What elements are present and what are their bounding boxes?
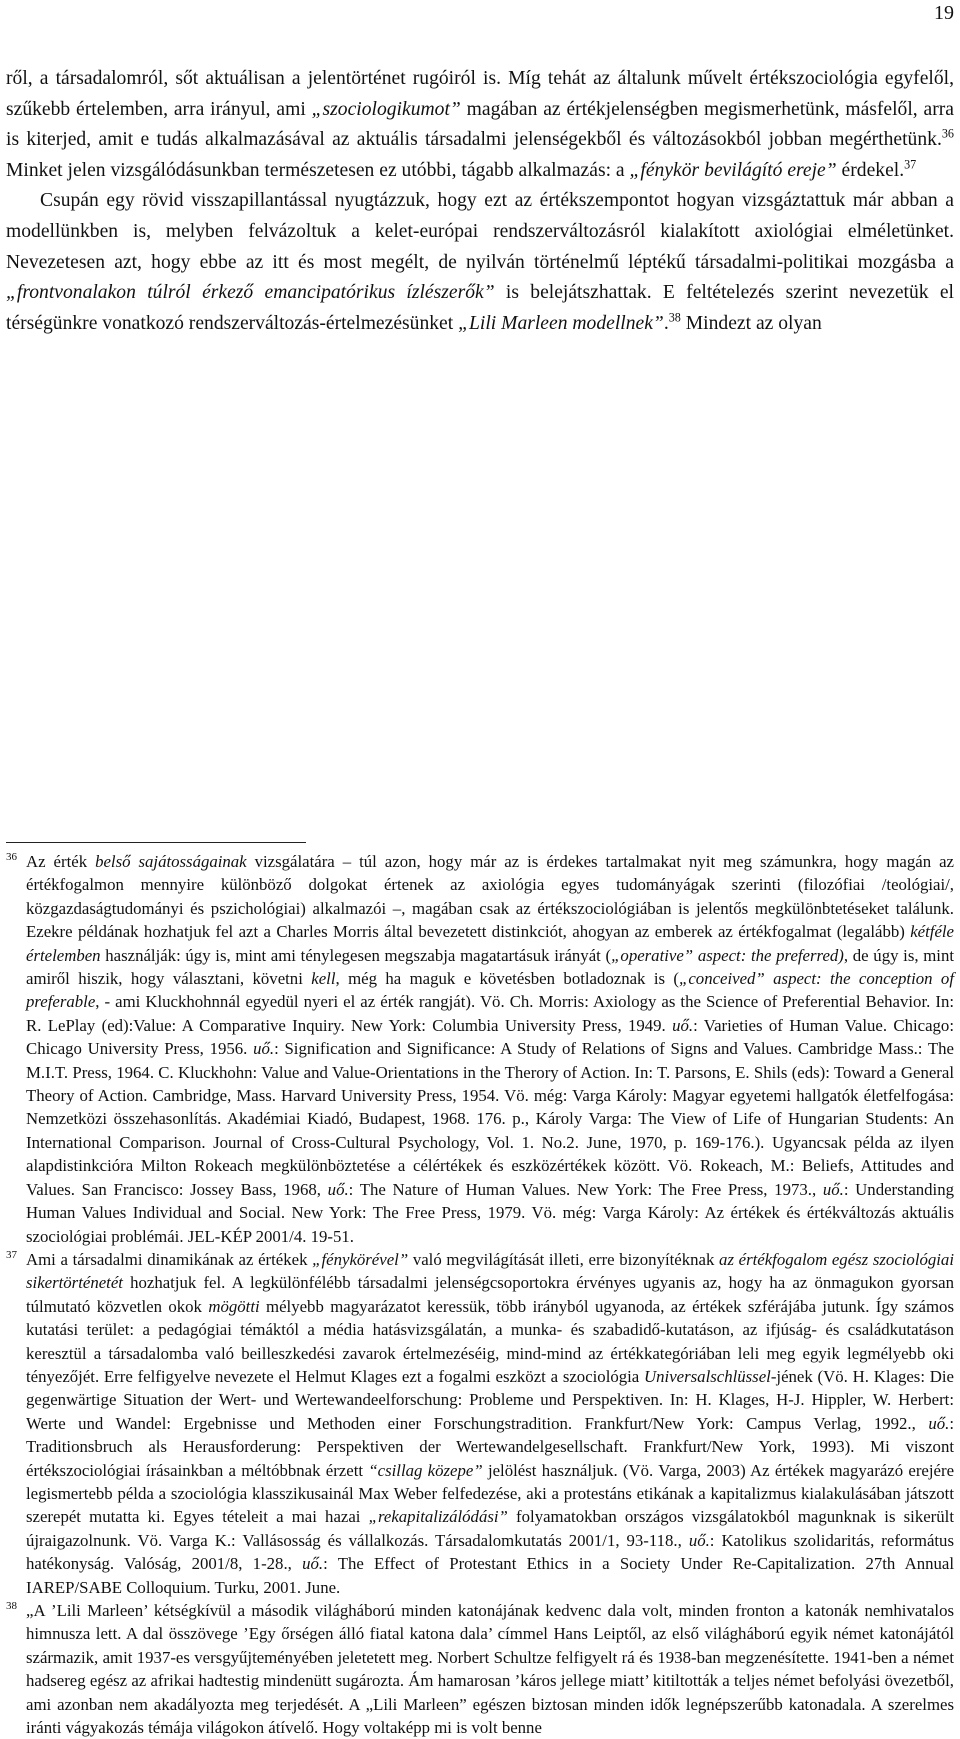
- footnote-ref: 37: [904, 157, 917, 172]
- text-run: : Understanding Human Values Individual and Social. New York: The Free Press, 1979. Vö. még: Varga Károly: Az értékek és értékváltozás aktuális szociológiai problémái. JEL-KÉP 2001/4. 19-51.: [26, 1179, 954, 1246]
- text-run: : Traditionsbruch als Herausforderung: Perspektiven der Wertewandelgesellschaft. Frankfurt/New York, 1993). Mi viszont értékszociológiai írásainkban a méltóbbnak érzett: [26, 1413, 954, 1480]
- text-run: : Katolikus szolidaritás, református hatékonyság. Valóság, 2001/8, 1-28.,: [26, 1530, 954, 1574]
- italic-text: kétféle értelemben: [26, 922, 954, 965]
- footnote-text: [26, 1601, 954, 1737]
- italic-text: Universalschlüssel: [644, 1366, 771, 1386]
- footnote-separator: [6, 842, 306, 843]
- italic-text: „operative” aspect: the preferred): [611, 945, 844, 965]
- italic-text: „rekapitalizálódási”: [368, 1507, 508, 1527]
- footnote-text: [26, 1250, 954, 1597]
- text-run: is belejátszhattak. E feltételezés szerint nevezetük el térségünkre vonatkozó rendszerváltozás-értelmezésünket: [6, 282, 954, 334]
- text-run: , még ha maguk e követésben botladoznak is (: [335, 969, 680, 989]
- text-run: érdekel.: [836, 159, 905, 181]
- text-run: magában az értékjelenségben megismerhetünk, másfelől, arra is kiterjed, amit e tudás alkalmazásával az aktuális társadalmi jelenségekből és változásokból jobban megérthetünk.: [6, 98, 954, 151]
- text-run: Csupán egy rövid visszapillantással nyugtázzuk, hogy ezt az értékszempontot hogyan vizsgáztattuk már abban a modellünkben is, melyben felvázoltuk a kelet-európai rendszerváltozásról kialakított axiológiai elméletünket. Nevezetesen azt, hogy ebbe az itt és most megélt, de nyilván történelmű léptékű társadalmi-politikai mozgásba a: [6, 190, 954, 273]
- text-run: „A ’Lili Marleen’ kétségkívül a második világháború minden katonájának kedvenc dala volt, minden fronton a katonák nemhivatalos himnusza lett. A dal összövege ’Egy őrségen álló fiatal katona dala’ címmel Hans Leiptől, az első világháború egyik német katonájától származik, amit 1937-es versgyűjteményében jeletetett meg. Norbert Schultze felfigyelt rá és 1938-ban megzenésítette. 1941-ben a német hadsereg egész az afrikai hadtestig mindenütt sugározta. Ám hamarosan ’káros jellege miatt’ kitiltották a teljes német befolyási övezetből, ami azonban nem akadályozta meg terjedését. A „Lili Marleen” egészen biztosan minden idők legnépszerűbb katonadala. A szerelmes iránti vágyakozás témája világokon átívelő. Hogy voltaképp mi is volt benne: [26, 1601, 954, 1738]
- italic-text: „Lili Marleen modellnek”: [458, 312, 664, 334]
- footnote-37: [6, 1248, 954, 1599]
- text-run: Ami a társadalmi dinamikának az értékek: [26, 1249, 313, 1269]
- italic-text: “csillag közepe”: [368, 1460, 483, 1480]
- text-run: Minket jelen vizsgálódásunkban természetesen ez utóbbi, tágabb alkalmazás: a: [6, 159, 630, 181]
- body-text: [6, 64, 954, 339]
- italic-text: kell: [311, 969, 336, 989]
- italic-text: „frontvonalakon túlról érkező emancipatórikus ízlészerők”: [6, 282, 495, 304]
- italic-text: „conceived” aspect: the conception of preferable: [26, 969, 954, 1012]
- text-run: : The Effect of Protestant Ethics in a Society Under Re-Capitalization. 27th Annual IAREP/SABE Colloquium. Turku, 2001. June.: [26, 1554, 955, 1597]
- text-run: .: [663, 312, 669, 334]
- footnote-38: [6, 1599, 954, 1739]
- footnote-number: 37: [6, 1248, 17, 1261]
- footnote-ref: 36: [941, 126, 954, 141]
- text-run: : Signification and Significance: A Study of Relations of Signs and Values. Cambridge Mass.: The M.I.T. Press, 1964. C. Kluckhohn: Value and Value-Orientations in the Therory of Action. In: T. Parsons, E. Shils (eds): Toward a General Theory of Action. Cambridge, Mass. Harvard University Press, 1954. Vö. még: Varga Károly: Magyar egyetemi hallgatók életfelfogása: Nemzetközi összehasonlítás. Akadémiai Kiadó, Budapest, 1968. 176. p., Károly Varga: The View of Life of Hungarian Students: An International Comparison. Journal of Cross-Cultural Psychology, Vol. 1. No.2. June, 1970, p. 169-176.). Ugyancsak példa az ilyen alapdistinkcióra Milton Rokeach megkülönböztetése a célértékek és eszközértékek között. Vö. Rokeach, M.: Beliefs, Attitudes and Values. San Francisco: Jossey Bass, 1968,: [26, 1039, 954, 1199]
- text-run: hozhatjuk fel. A legkülönfélébb társadalmi jelenségcsoportokra érvényes ugyanis az, hogy ha az önmagukon gyorsan túlmutató közvetlen okok: [26, 1273, 954, 1316]
- italic-text: uő.: [672, 1015, 694, 1035]
- footnote-text: [26, 852, 954, 1246]
- italic-text: uő.: [327, 1179, 349, 1199]
- italic-text: uő.: [822, 1179, 844, 1199]
- text-run: mélyebb magyarázatot keressük, több irányból ugyanoda, az értékek szférájába jutunk. Így számos kutatási terület: a pedagógiai témáktól a média hatásvizsgálatán, a munka- és szabadidő-kutatáson, az ifjúság- és családkutatáson keresztül a társadalomba való beilleszkedési zavarok értelmezéséig, mind-mind az értékkategóriában leli meg egyik legmélyebb oki tényezőjét. Erre felfigyelve nevezete el Helmut Klages ezt a fogalmi eszközt a szociológia: [26, 1296, 954, 1386]
- paragraph-2: [6, 186, 954, 339]
- text-run: Az érték: [26, 852, 96, 871]
- text-run: , de úgy is, mint amiről hiszik, hogy választani, követni: [26, 945, 955, 989]
- italic-text: belső sajátosságainak: [95, 852, 247, 871]
- text-run: folyamatokban országos vizsgálatokból magunknak is sikerült újraigazolnunk. Vö. Varga K.: Vallásosság és vállalkozás. Társadalomkutatás 2001/1, 93-118.,: [26, 1507, 954, 1550]
- footnote-number: 38: [6, 1600, 17, 1612]
- italic-text: uő.: [302, 1554, 324, 1574]
- footnotes: [6, 850, 954, 1739]
- italic-text: uő.: [253, 1039, 275, 1059]
- text-run: Mindezt az olyan: [680, 312, 822, 334]
- footnote-36: [6, 850, 954, 1248]
- text-run: -jének (Vö. H. Klages: Die gegenwärtige Situation der Wert- und Wertewandeelforschung: Probleme und Perspektiven. In: H. Klages, H-J. Hippler, W. Herbert: Werte und Wandel: Ergebnisse und Methoden einer Forschungstradition. Frankfurt/New York: Campus Verlag, 1992.,: [26, 1366, 954, 1433]
- page-number: 19: [934, 2, 954, 24]
- footnote-number: 36: [6, 851, 17, 863]
- footnote-ref: 38: [668, 310, 681, 325]
- text-run: vizsgálatára – túl azon, hogy már az is érdekes tartalmakat nyit meg számunkra, hogy magán az értékfogalmon mennyire különböző dolgokat értenek az axiológia egyes tudományágak szerinti (filozófiai /teológiai/, közgazdaságtudományi és pszichológiai) alkalmazói –, magában csak az értékszociológiában is jelentős megkülönbtetéseket találunk. Ezekre példának hozhatjuk fel azt a Charles Morris által bevezetett distinkciót, ahogyan az emberek az értékfogalmat (legalább): [26, 852, 954, 942]
- text-run: : Varieties of Human Value. Chicago: Chicago University Press, 1956.: [26, 1015, 954, 1059]
- text-run: , - ami Kluckhohnnál egyedül nyeri el az érték rangját). Vö. Ch. Morris: Axiology as the Science of Preferential Behavior. In: R. LePlay (ed):Value: A Comparative Inquiry. New York: Columbia University Press, 1949.: [26, 992, 954, 1035]
- italic-text: mögötti: [208, 1296, 260, 1316]
- text-run: : The Nature of Human Values. New York: The Free Press, 1973.,: [348, 1179, 823, 1199]
- italic-text: uő.: [928, 1413, 950, 1433]
- text-run: való megvilágítását illeti, erre bizonyítéknak: [408, 1249, 720, 1269]
- italic-text: „fénykör bevilágító ereje”: [629, 159, 837, 181]
- text-run: jelölést használjuk. (Vö. Varga, 2003) Az értékek magyarázó erejére legismertebb példa a szociológia klasszikusainál Max Weber felfedezése, aki a protestáns etikának a kapitalizmus kialakulásában játszott szerepét mutatta ki. Egyes tételeit a mai hazai: [26, 1460, 955, 1527]
- text-run: ről, a társadalomról, sőt aktuálisan a jelentörténet rugóiról is. Míg tehát az általunk művelt értékszociológia egyfelől, szűkebb értelemben, arra irányul, ami: [6, 68, 954, 120]
- italic-text: uő.: [688, 1530, 710, 1550]
- italic-text: „szociologikumot”: [311, 98, 461, 120]
- italic-text: „fénykörével”: [312, 1249, 409, 1269]
- italic-text: az értékfogalom egész szociológiai sikertörténetét: [26, 1249, 954, 1293]
- paragraph-1: [6, 64, 954, 186]
- text-run: használják: úgy is, mint ami ténylegesen megszabja magatartásuk irányát (: [100, 945, 612, 965]
